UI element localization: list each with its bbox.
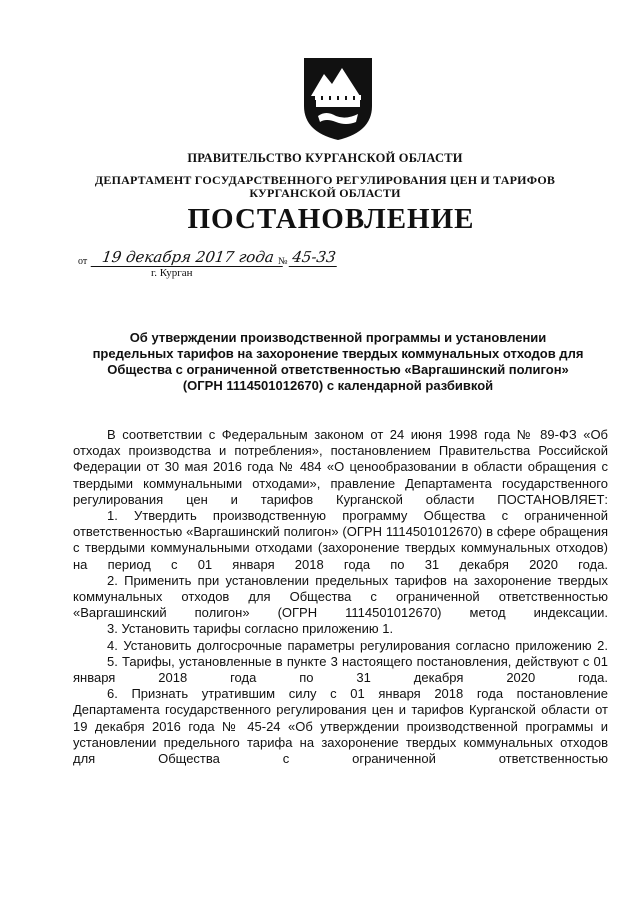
clause-3: 3. Установить тарифы согласно приложению 1. bbox=[107, 621, 394, 637]
clause-2: 2. Применить при установлении предельных тарифов на захоронение твердых коммунальных отходов для Общества с ограниченной ответственностью «Варгашинский полигон» (ОГРН 1114501012670) метод индексации. bbox=[73, 572, 608, 621]
clause-4: 4. Установить долгосрочные параметры регулирования согласно приложению 2. bbox=[107, 637, 608, 653]
subject-line: Общества с ограниченной ответственностью «Варгашинский полигон» bbox=[107, 362, 569, 377]
department-name-line1: ДЕПАРТАМЕНТ ГОСУДАРСТВЕННОГО РЕГУЛИРОВАНИЯ ЦЕН И ТАРИФОВ bbox=[94, 173, 556, 187]
kurgan-region-coat-of-arms-icon bbox=[302, 56, 374, 142]
document-subject bbox=[64, 330, 612, 394]
preamble-paragraph: В соответствии с Федеральным законом от 24 июня 1998 года № 89-ФЗ «Об отходах производства и потребления», постановлением Правительства Российской Федерации от 30 мая 2016 года № 484 «О ценообразовании в области обращения с твердыми коммунальными отходами», правление Департамента государственного регулирования цен и тарифов Курганской области ПОСТАНОВЛЯЕТ: bbox=[73, 427, 608, 507]
document-date: 19 декабря 2017 года bbox=[91, 248, 286, 267]
clause-5: 5. Тарифы, установленные в пункте 3 настоящего постановления, действуют с 01 января 2018 года по 31 декабря 2020 года. bbox=[73, 653, 608, 686]
document-number: 45-33 bbox=[289, 248, 340, 267]
department-name-line2: КУРГАНСКОЙ ОБЛАСТИ bbox=[249, 186, 401, 200]
date-prefix-label: от bbox=[78, 256, 88, 267]
number-label: № bbox=[278, 256, 288, 267]
subject-line: предельных тарифов на захоронение твердых коммунальных отходов для bbox=[92, 346, 584, 361]
document-body bbox=[73, 427, 608, 767]
government-name: ПРАВИТЕЛЬСТВО КУРГАНСКОЙ ОБЛАСТИ bbox=[187, 151, 463, 165]
subject-line: Об утверждении производственной программы и установлении bbox=[129, 330, 547, 345]
clause-6: 6. Признать утратившим силу с 01 января 2018 года постановление Департамента государственного регулирования цен и тарифов Курганской области от 19 декабря 2016 года № 45-24 «Об утверждении производственной программы и установлении предельного тарифа на захоронение твердых коммунальных отходов для Общества с ограниченной ответственностью bbox=[73, 686, 608, 767]
clause-1: 1. Утвердить производственную программу Общества с ограниченной ответственностью «Варгашинский полигон» (ОГРН 1114501012670) в сфере обращения с твердыми коммунальными отходами (захоронение твердых коммунальных отходов) на период с 01 января 2018 года по 31 декабря 2020 года. bbox=[73, 508, 608, 572]
subject-line: (ОГРН 1114501012670) с календарной разбивкой bbox=[182, 378, 494, 393]
document-title: ПОСТАНОВЛЕНИЕ bbox=[187, 203, 475, 235]
document-meta bbox=[78, 248, 378, 270]
document-city: г. Курган bbox=[151, 267, 193, 279]
